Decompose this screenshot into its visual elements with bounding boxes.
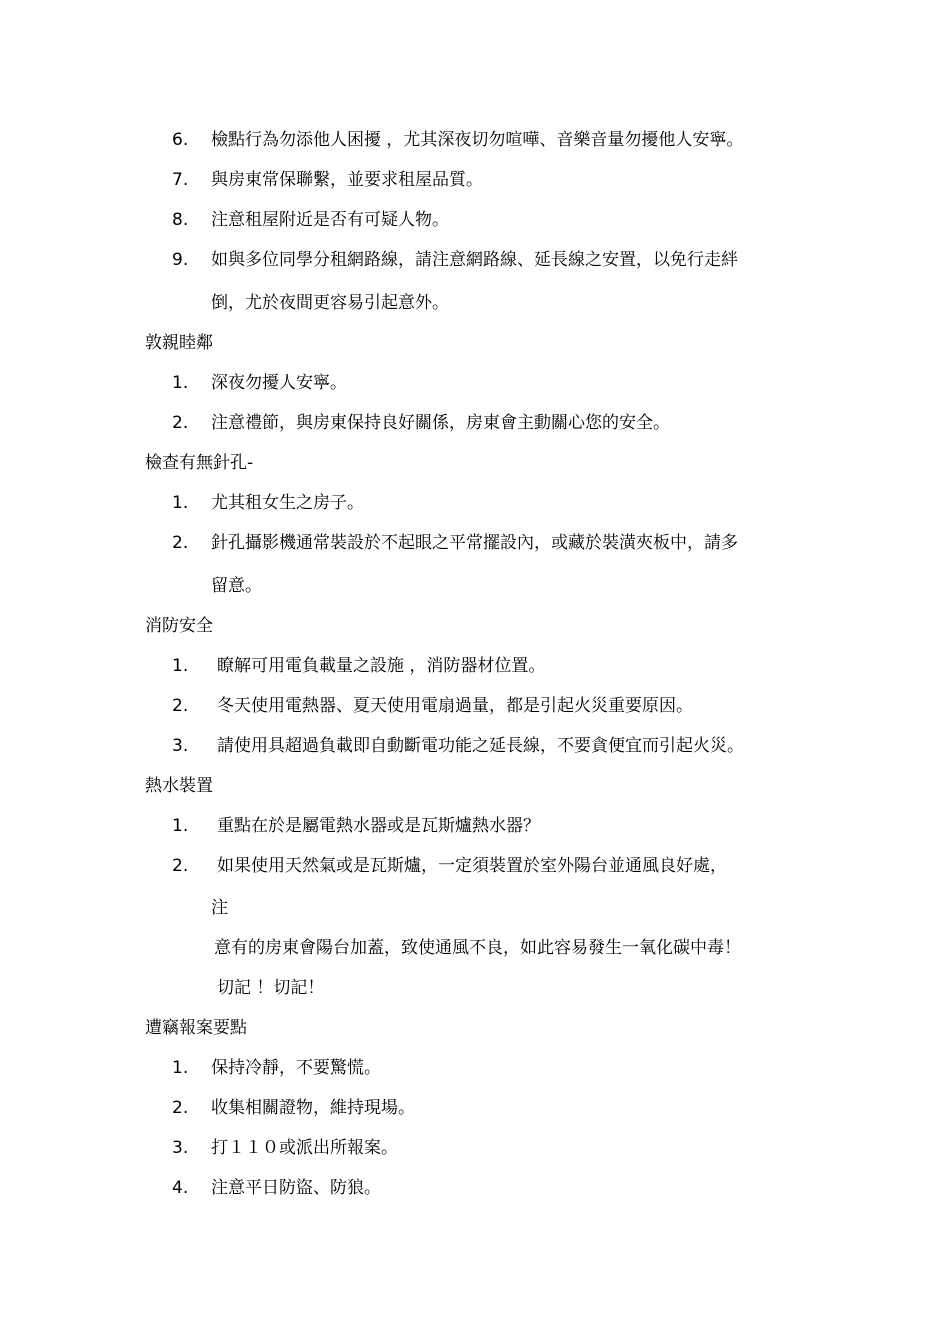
list-number: 1. — [172, 656, 189, 676]
list-item — [0, 1137, 950, 1159]
list-number: 1. — [172, 1058, 189, 1078]
list-item — [0, 169, 950, 191]
list-text-continuation: 倒，尤於夜間更容易引起意外。 — [211, 293, 449, 313]
list-item — [0, 209, 950, 231]
list-number: 2. — [172, 696, 189, 716]
list-number: 3. — [172, 1138, 189, 1158]
list-text: 與房東常保聯繫，並要求租屋品質。 — [211, 170, 483, 190]
section-heading-pinhole: 檢查有無針孔- — [145, 453, 254, 473]
list-number: 2. — [172, 413, 189, 433]
list-text: 注意租屋附近是否有可疑人物。 — [211, 210, 449, 230]
list-text: 重點在於是屬電熱水器或是瓦斯爐熱水器？ — [217, 816, 540, 836]
list-item — [0, 412, 950, 434]
list-number: 1. — [172, 816, 189, 836]
list-text: 深夜勿擾人安寧。 — [211, 373, 347, 393]
list-item — [0, 655, 950, 677]
list-item — [0, 1177, 950, 1199]
list-text: 打１１０或派出所報案。 — [211, 1138, 398, 1158]
list-text: 請使用具超過負載即自動斷電功能之延長線，不要貪便宜而引起火災。 — [217, 736, 744, 756]
list-item — [0, 855, 950, 877]
list-text: 保持冷靜，不要驚慌。 — [211, 1058, 381, 1078]
list-item — [0, 1097, 950, 1119]
list-number: 6. — [172, 130, 189, 150]
section-heading-water-heater: 熱水裝置 — [145, 776, 213, 796]
list-text-continuation: 留意。 — [211, 576, 262, 596]
list-text-continuation: 意有的房東會陽台加蓋，致使通風不良，如此容易發生一氧化碳中毒！ — [214, 938, 741, 958]
list-text-continuation: 注 — [211, 898, 228, 918]
list-item — [0, 1057, 950, 1079]
section-heading-neighbors: 敦親睦鄰 — [145, 333, 213, 353]
list-text: 尤其租女生之房子。 — [211, 493, 364, 513]
list-item — [0, 695, 950, 717]
list-number: 8. — [172, 210, 189, 230]
section-heading-fire: 消防安全 — [145, 616, 213, 636]
list-text: 注意禮節，與房東保持良好關係，房東會主動關心您的安全。 — [211, 413, 670, 433]
list-number: 2. — [172, 1098, 189, 1118]
list-number: 7. — [172, 170, 189, 190]
list-item — [0, 492, 950, 514]
list-number: 1. — [172, 373, 189, 393]
list-item — [0, 532, 950, 554]
list-number: 9. — [172, 250, 189, 270]
list-text: 冬天使用電熱器、夏天使用電扇過量，都是引起火災重要原因。 — [217, 696, 693, 716]
list-text: 收集相關證物，維持現場。 — [211, 1098, 415, 1118]
list-item — [0, 815, 950, 837]
list-item — [0, 735, 950, 757]
list-text: 針孔攝影機通常裝設於不起眼之平常擺設內，或藏於裝潢夾板中，請多 — [211, 533, 738, 553]
list-number: 2. — [172, 856, 189, 876]
list-number: 4. — [172, 1178, 189, 1198]
list-text: 檢點行為勿添他人困擾 ，尤其深夜切勿喧嘩、音樂音量勿擾他人安寧。 — [211, 130, 744, 150]
list-item — [0, 249, 950, 271]
list-item — [0, 372, 950, 394]
list-number: 1. — [172, 493, 189, 513]
list-item — [0, 129, 950, 151]
list-text: 注意平日防盜、防狼。 — [211, 1178, 381, 1198]
list-text: 如與多位同學分租網路線，請注意網路線、延長線之安置，以免行走絆 — [211, 250, 738, 270]
list-text: 瞭解可用電負載量之設施 ，消防器材位置。 — [217, 656, 546, 676]
section-heading-theft: 遭竊報案要點 — [145, 1018, 247, 1038]
list-text-continuation: 切記 ！切記！ — [217, 978, 325, 998]
list-text: 如果使用天然氣或是瓦斯爐，一定須裝置於室外陽台並通風良好處， — [217, 856, 727, 876]
list-number: 2. — [172, 533, 189, 553]
list-number: 3. — [172, 736, 189, 756]
